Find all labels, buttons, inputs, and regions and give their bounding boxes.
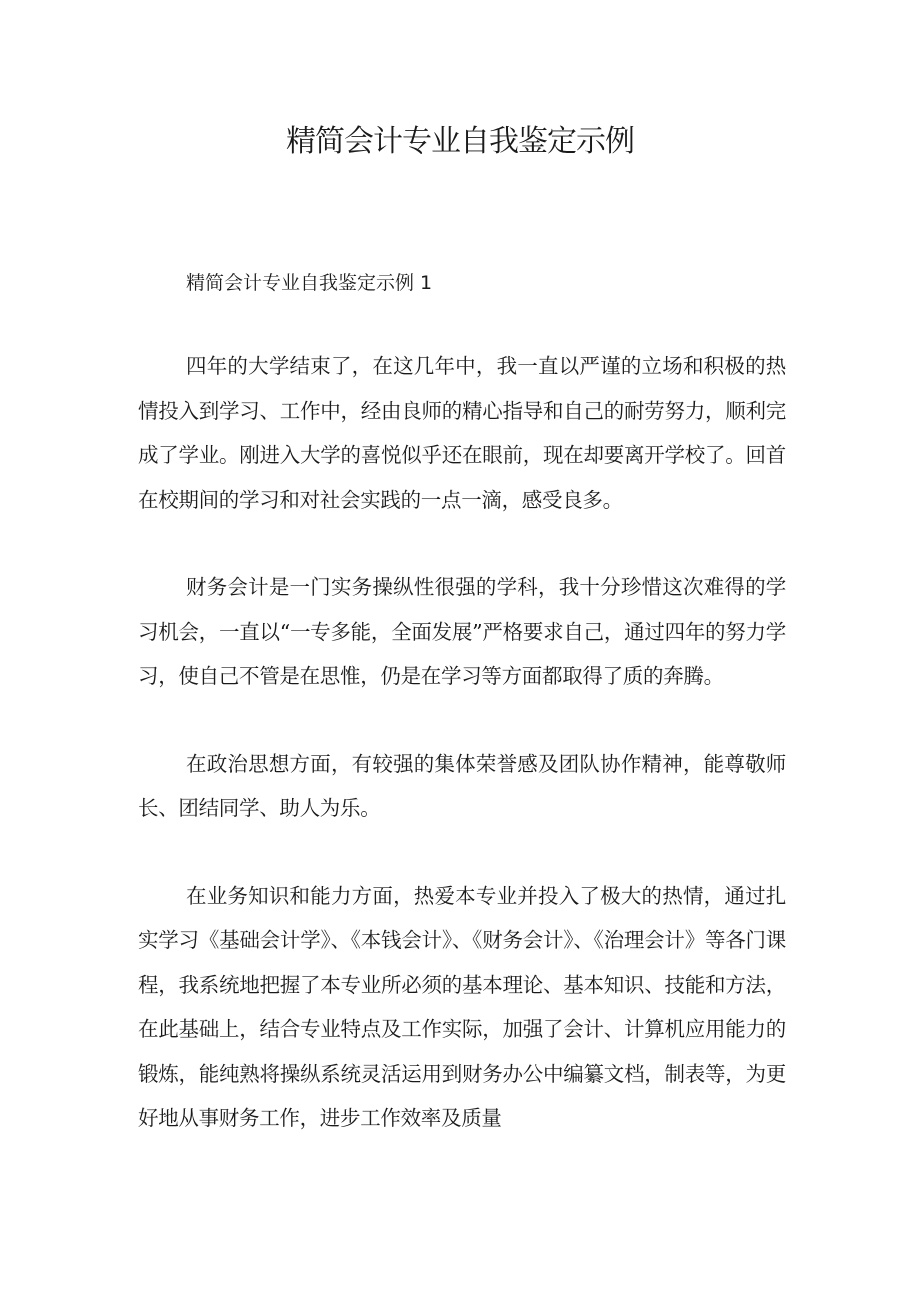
section-title: 精简会计专业自我鉴定示例 1 bbox=[186, 272, 433, 294]
paragraph-1: 四年的大学结束了，在这几年中，我一直以严谨的立场和积极的热情投入到学习、工作中，经由良师的精心指导和自己的耐劳努力，顺利完成了学业。刚进入大学的喜悦似乎还在眼前，现在却要离开学校了。回首在校期间的学习和对社会实践的一点一滴，感受良多。 bbox=[138, 354, 786, 512]
document-body bbox=[138, 265, 786, 1184]
paragraph-3: 在政治思想方面，有较强的集体荣誉感及团队协作精神，能尊敬师长、团结同学、助人为乐。 bbox=[138, 751, 786, 820]
paragraph-2: 财务会计是一门实务操纵性很强的学科，我十分珍惜这次难得的学习机会，一直以“一专多能，全面发展”严格要求自己，通过四年的努力学习，使自己不管是在思惟，仍是在学习等方面都取得了质的奔腾。 bbox=[138, 575, 786, 688]
document-title: 精简会计专业自我鉴定示例 bbox=[286, 124, 634, 159]
paragraph-4: 在业务知识和能力方面，热爱本专业并投入了极大的热情，通过扎实学习《基础会计学》、《本钱会计》、《财务会计》、《治理会计》等各门课程，我系统地把握了本专业所必须的基本理论、基本知识、技能和方法，在此基础上，结合专业特点及工作实际，加强了会计、计算机应用能力的锻炼，能纯熟将操纵系统灵活运用到财务办公中编纂文档，制表等，为更好地从事财务工作，进步工作效率及质量 bbox=[138, 883, 786, 1130]
